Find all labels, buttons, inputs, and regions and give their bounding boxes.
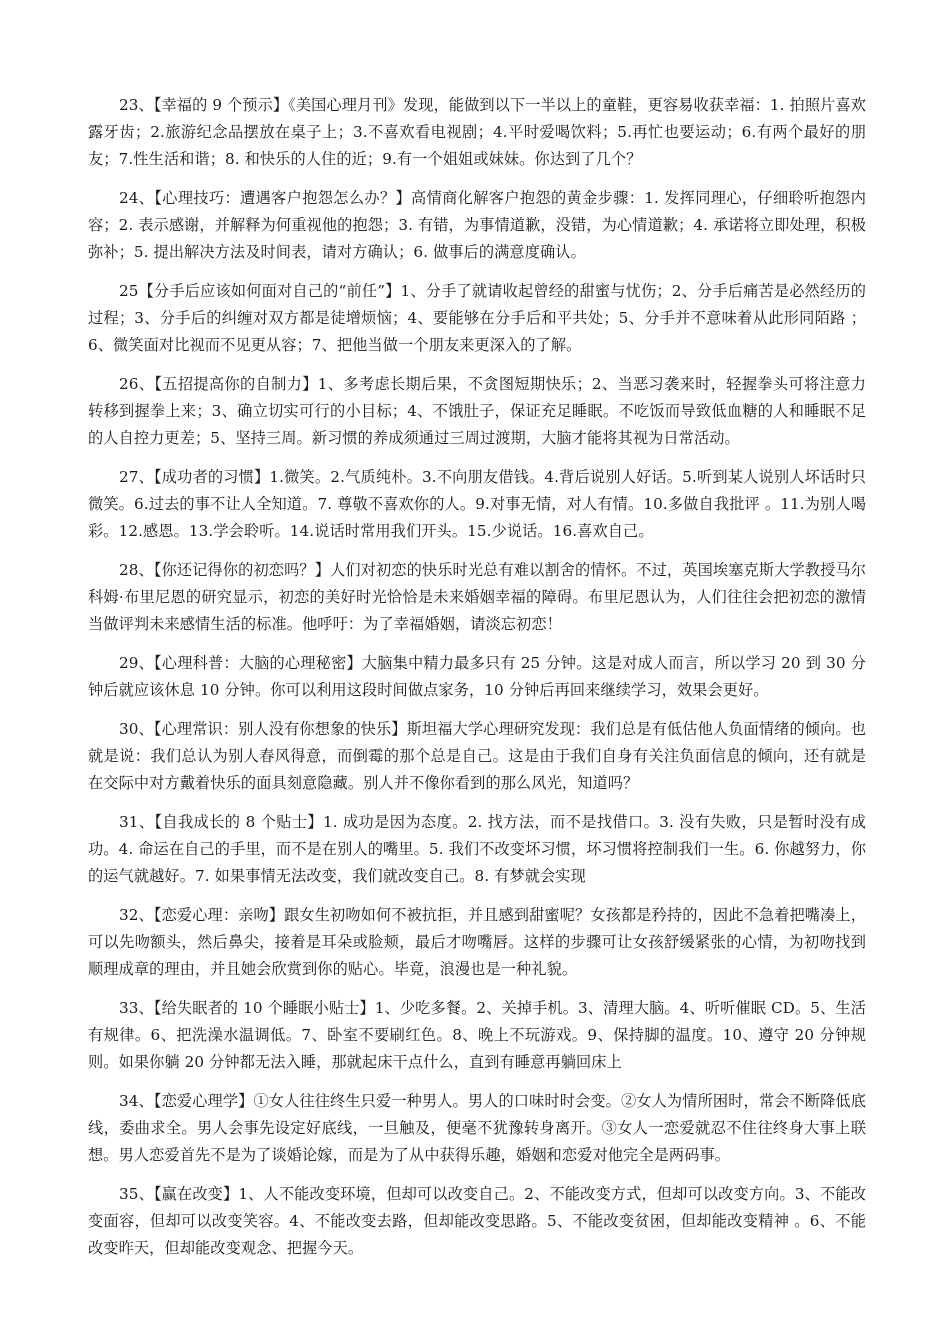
paragraph-29: 29、【心理科普：大脑的心理秘密】大脑集中精力最多只有 25 分钟。这是对成人而言，所以学习 20 到 30 分钟后就应该休息 10 分钟。你可以利用这段时间做点家务，10 分钟后再回来继续学习，效果会更好。	[88, 654, 866, 699]
paragraph-27: 27、【成功者的习惯】1.微笑。2.气质纯朴。3.不向朋友借钱。4.背后说别人好话。5.听到某人说别人坏话时只微笑。6.过去的事不让人全知道。7. 尊敬不喜欢你的人。9.对事无情，对人有情。10.多做自我批评 。11.为别人喝彩。12.感恩。13.学会聆听。14.说话时常用我们开头。15.少说话。16.喜欢自己。	[88, 468, 866, 540]
paragraph-32: 32、【恋爱心理：亲吻】跟女生初吻如何不被抗拒，并且感到甜蜜呢？女孩都是矜持的，因此不急着把嘴凑上，可以先吻额头，然后鼻尖，接着是耳朵或脸颊，最后才吻嘴唇。这样的步骤可让女孩舒缓紧张的心情，为初吻找到顺理成章的理由，并且她会欣赏到你的贴心。毕竟，浪漫也是一种礼貌。	[88, 906, 866, 978]
paragraph-26: 26、【五招提高你的自制力】1、多考虑长期后果，不贪图短期快乐；2、当恶习袭来时，轻握拳头可将注意力转移到握拳上来；3、确立切实可行的小目标；4、不饿肚子，保证充足睡眠。不吃饭而导致低血糖的人和睡眠不足的人自控力更差；5、坚持三周。新习惯的养成须通过三周过渡期，大脑才能将其视为日常活动。	[88, 375, 866, 447]
paragraph-33: 33、【给失眠者的 10 个睡眠小贴士】1、少吃多餐。2、关掉手机。3、清理大脑。4、听听催眠 CD。5、生活有规律。6、把洗澡水温调低。7、卧室不要刷红色。8、晚上不玩游戏。9、保持脚的温度。10、遵守 20 分钟规则。如果你躺 20 分钟都无法入睡，那就起床干点什么，直到有睡意再躺回床上	[88, 999, 866, 1071]
paragraph-34: 34、【恋爱心理学】①女人往往终生只爱一种男人。男人的口味时时会变。②女人为情所困时，常会不断降低底线，委曲求全。男人会事先设定好底线，一旦触及，便毫不犹豫转身离开。③女人一恋爱就忍不住往终身大事上联想。男人恋爱首先不是为了谈婚论嫁，而是为了从中获得乐趣，婚姻和恋爱对他完全是两码事。	[88, 1092, 866, 1164]
paragraph-30: 30、【心理常识：别人没有你想象的快乐】斯坦福大学心理研究发现：我们总是有低估他人负面情绪的倾向。也就是说：我们总认为别人春风得意，而倒霉的那个总是自己。这是由于我们自身有关注负面信息的倾向，还有就是在交际中对方戴着快乐的面具刻意隐藏。别人并不像你看到的那么风光，知道吗？	[88, 720, 866, 792]
paragraph-24: 24、【心理技巧：遭遇客户抱怨怎么办？】高情商化解客户抱怨的黄金步骤：1. 发挥同理心，仔细聆听抱怨内容；2. 表示感谢，并解释为何重视他的抱怨；3. 有错，为事情道歉，没错，为心情道歉；4. 承诺将立即处理，积极弥补；5. 提出解决方法及时间表，请对方确认；6. 做事后的满意度确认。	[88, 189, 866, 261]
paragraph-25: 25【分手后应该如何面对自己的“前任”】1、分手了就请收起曾经的甜蜜与忧伤；2、分手后痛苦是必然经历的过程；3、分手后的纠缠对双方都是徒增烦恼；4、要能够在分手后和平共处；5、分手并不意味着从此形同陌路 ；6、微笑面对比视而不见更从容；7、把他当做一个朋友来更深入的了解。	[88, 282, 866, 354]
paragraph-28: 28、【你还记得你的初恋吗？】人们对初恋的快乐时光总有难以割舍的情怀。不过，英国埃塞克斯大学教授马尔科姆·布里尼恩的研究显示，初恋的美好时光恰恰是未来婚姻幸福的障碍。布里尼恩认为，人们往往会把初恋的激情当做评判未来感情生活的标准。他呼吁：为了幸福婚姻，请淡忘初恋！	[88, 561, 866, 633]
paragraph-31: 31、【自我成长的 8 个贴士】1. 成功是因为态度。2. 找方法，而不是找借口。3. 没有失败，只是暂时没有成功。4. 命运在自己的手里，而不是在别人的嘴里。5. 我们不改变坏习惯，坏习惯将控制我们一生。6. 你越努力，你的运气就越好。7. 如果事情无法改变，我们就改变自己。8. 有梦就会实现	[88, 813, 866, 885]
paragraph-35: 35、【赢在改变】1、人不能改变环境，但却可以改变自己。2、不能改变方式，但却可以改变方向。3、不能改变面容，但却可以改变笑容。4、不能改变去路，但却能改变思路。5、不能改变贫困，但却能改变精神 。6、不能改变昨天，但却能改变观念、把握今天。	[88, 1185, 866, 1257]
document-page	[88, 92, 866, 1274]
paragraph-23: 23、【幸福的 9 个预示】《美国心理月刊》发现，能做到以下一半以上的童鞋，更容易收获幸福：1. 拍照片喜欢露牙齿；2.旅游纪念品摆放在桌子上；3.不喜欢看电视剧；4.平时爱喝饮料；5.再忙也要运动；6.有两个最好的朋友；7.性生活和谐；8. 和快乐的人住的近；9.有一个姐姐或妹妹。你达到了几个？	[88, 96, 866, 168]
